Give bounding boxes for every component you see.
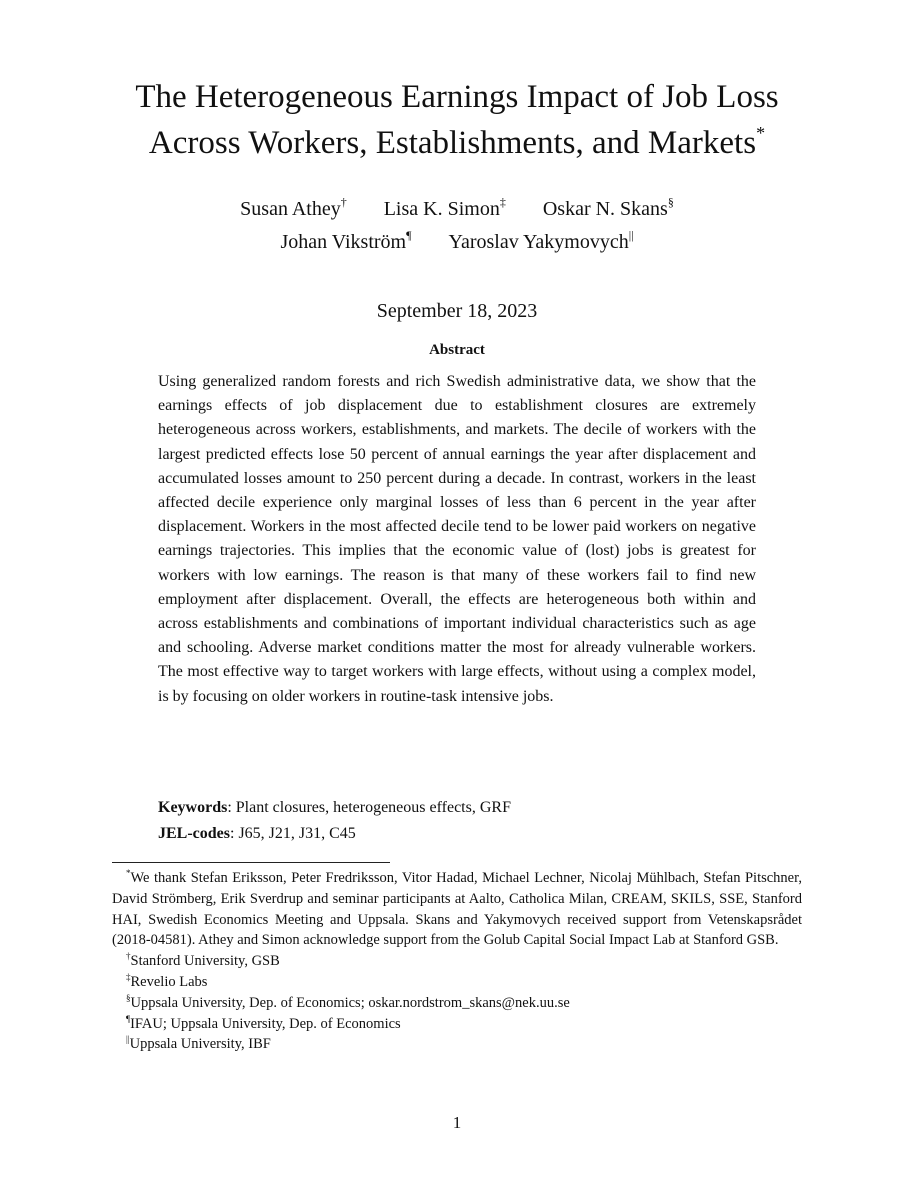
title-line-1: The Heterogeneous Earnings Impact of Job Loss	[135, 79, 779, 115]
title-footnote-mark: *	[756, 123, 766, 143]
jel-text: : J65, J21, J31, C45	[230, 825, 356, 842]
author-vikstrom: Johan Vikström¶	[280, 228, 412, 253]
footnote-affiliation-vikstrom: ¶IFAU; Uppsala University, Dep. of Economics	[126, 1013, 401, 1032]
footnote-affiliation-athey: †Stanford University, GSB	[126, 951, 280, 970]
footnote-divider	[112, 862, 390, 863]
footnotes	[112, 868, 802, 1055]
keywords-line	[158, 796, 756, 820]
footnote-affiliation-skans: §Uppsala University, Dep. of Economics; oskar.nordstrom_skans@nek.uu.se	[126, 992, 570, 1011]
publication-date: September 18, 2023	[376, 300, 538, 322]
jel-codes-line	[158, 822, 756, 846]
author-simon: Lisa K. Simon‡	[383, 195, 506, 220]
keywords-label: Keywords	[158, 799, 228, 816]
acknowledgement-footnote: *We thank Stefan Eriksson, Peter Fredriksson, Vitor Hadad, Michael Lechner, Nicolaj Mühlbach, Stefan Pitschner, David Strömberg, Erik Sverdrup and seminar participants at Aalto, Catholica Milan, CREAM, SKILS, SSE, Stanford HAI, Swedish Economics Meeting and Uppsala. Skans and Yakymovych received support from Vetenskapsrådet (2018-04581). Athey and Simon acknowledge support from the Golub Capital Social Impact Lab at Stanford GSB.	[112, 868, 802, 949]
title-line-2: Across Workers, Establishments, and Markets*	[148, 123, 766, 161]
keywords-text: : Plant closures, heterogeneous effects, GRF	[227, 799, 511, 816]
paper-title	[60, 74, 854, 166]
author-athey: Susan Athey†	[240, 195, 347, 220]
footnote-affiliation-simon: ‡Revelio Labs	[126, 971, 208, 990]
author-list	[60, 193, 854, 259]
abstract-body: Using generalized random forests and rich Swedish administrative data, we show that the earnings effects of job displacement due to establishment closures are extremely heterogeneous across workers, establishments, and markets. The decile of workers with the largest predicted effects lose 50 percent of annual earnings the year after displacement and accumulated losses amount to 250 percent during a decade. In contrast, workers in the least affected decile experience only marginal losses of less than 6 percent in the year after displacement. Workers in the most affected decile tend to be lower paid workers on negative earnings trajectories. This implies that the economic value of (lost) jobs is greatest for workers with low earnings. The reason is that many of these workers fail to find new employment after displacement. Overall, the effects are heterogeneous both within and across establishments and combinations of important individual characteristics such as age and schooling. Adverse market conditions matter the most for already vulnerable workers. The most effective way to target workers with large effects, without using a complex model, is by focusing on older workers in routine-task intensive jobs.	[158, 373, 756, 705]
page-number: 1	[452, 1113, 462, 1132]
author-skans: Oskar N. Skans§	[542, 195, 674, 220]
author-row-2	[60, 226, 854, 259]
abstract-heading: Abstract	[429, 342, 485, 358]
footnote-affiliation-yakymovych: ||Uppsala University, IBF	[126, 1034, 271, 1053]
jel-label: JEL-codes	[158, 825, 230, 842]
author-row-1	[60, 193, 854, 226]
author-yakymovych: Yaroslav Yakymovych||	[448, 228, 634, 253]
